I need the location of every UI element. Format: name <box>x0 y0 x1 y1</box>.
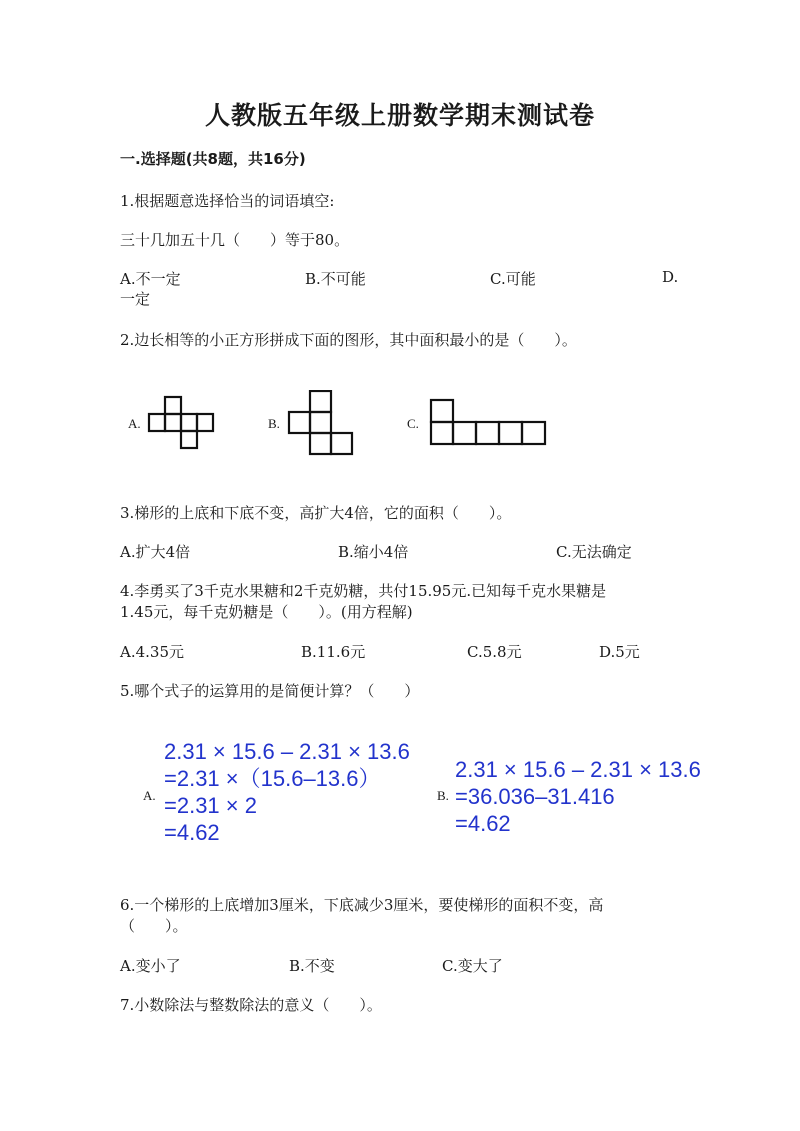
question-3-option-a: A.扩大4倍 <box>120 543 191 561</box>
calc-a-line: 2.31 × 15.6 – 2.31 × 13.6 <box>164 739 410 764</box>
figure-b-square <box>310 433 331 454</box>
question-1-option-d-wrap: 一定 <box>120 290 151 308</box>
calc-a-line: =2.31 × 2 <box>164 793 257 818</box>
question-2-stem: 2.边长相等的小正方形拼成下面的图形，其中面积最小的是（ ）。 <box>120 331 577 349</box>
calc-b-line: =36.036–31.416 <box>455 784 615 809</box>
question-4-option-a: A.4.35元 <box>120 643 184 661</box>
figure-c-square <box>499 422 522 444</box>
question-1-line2: 三十几加五十几（ ）等于80。 <box>120 231 350 249</box>
question-1-option-a: A.不一定 <box>120 270 181 288</box>
figure-a-square <box>181 431 197 448</box>
question-7-stem: 7.小数除法与整数除法的意义（ ）。 <box>120 996 382 1014</box>
question-6-option-a: A.变小了 <box>120 957 181 975</box>
question-5-calc-b <box>455 756 701 837</box>
question-4-option-c: C.5.8元 <box>467 643 522 661</box>
question-4-line2: 1.45元，每千克奶糖是（ ）。(用方程解) <box>120 603 413 621</box>
question-2-label-c: C. <box>407 416 419 431</box>
question-1-option-c: C.可能 <box>490 270 536 288</box>
figure-a-square <box>181 414 197 431</box>
figure-b-square <box>310 412 331 433</box>
question-5-label-a: A. <box>143 788 156 803</box>
question-4-option-b: B.11.6元 <box>301 643 366 661</box>
figure-a-square <box>197 414 213 431</box>
question-2-label-b: B. <box>268 416 280 431</box>
calc-a-line: =2.31 ×（15.6–13.6） <box>164 766 381 791</box>
figure-c-square <box>476 422 499 444</box>
figure-b-squares <box>289 391 352 454</box>
question-6-option-c: C.变大了 <box>442 957 503 975</box>
figure-b-square <box>289 412 310 433</box>
question-3-option-c: C.无法确定 <box>556 543 632 561</box>
question-6-stem: 6.一个梯形的上底增加3厘米，下底减少3厘米，要使梯形的面积不变，高 <box>120 896 604 914</box>
question-6-line2: （ ）。 <box>120 917 188 935</box>
question-5-stem: 5.哪个式子的运算用的是简便计算？（ ） <box>120 682 420 700</box>
calc-b-line: 2.31 × 15.6 – 2.31 × 13.6 <box>455 757 701 782</box>
question-2-figures <box>140 390 560 460</box>
figure-b-square <box>310 391 331 412</box>
question-1-option-d: D. <box>662 268 679 286</box>
question-2-label-a: A. <box>128 416 141 431</box>
figure-c-squares <box>431 400 545 444</box>
question-4-option-d: D.5元 <box>599 643 640 661</box>
question-5-label-b: B. <box>437 788 449 803</box>
calc-a-line: =4.62 <box>164 820 220 845</box>
figure-a-square <box>165 397 181 414</box>
figure-a-squares <box>149 397 213 448</box>
question-4-stem: 4.李勇买了3千克水果糖和2千克奶糖，共付15.95元.已知每千克水果糖是 <box>120 582 607 600</box>
question-1-stem: 1.根据题意选择恰当的词语填空: <box>120 192 335 210</box>
calc-b-line: =4.62 <box>455 811 511 836</box>
figure-b-square <box>331 433 352 454</box>
figure-a-square <box>165 414 181 431</box>
figure-c-square <box>522 422 545 444</box>
figure-c-square <box>431 422 453 444</box>
question-3-option-b: B.缩小4倍 <box>338 543 409 561</box>
section-heading: 一.选择题(共8题，共16分) <box>120 150 306 168</box>
question-5-calc-a <box>164 738 410 846</box>
question-6-option-b: B.不变 <box>289 957 335 975</box>
question-3-stem: 3.梯形的上底和下底不变，高扩大4倍，它的面积（ ）。 <box>120 504 512 522</box>
figure-c-square <box>453 422 476 444</box>
figure-a-square <box>149 414 165 431</box>
figure-c-square <box>431 400 453 422</box>
page-title: 人教版五年级上册数学期末测试卷 <box>204 101 595 130</box>
question-1-option-b: B.不可能 <box>305 270 366 288</box>
